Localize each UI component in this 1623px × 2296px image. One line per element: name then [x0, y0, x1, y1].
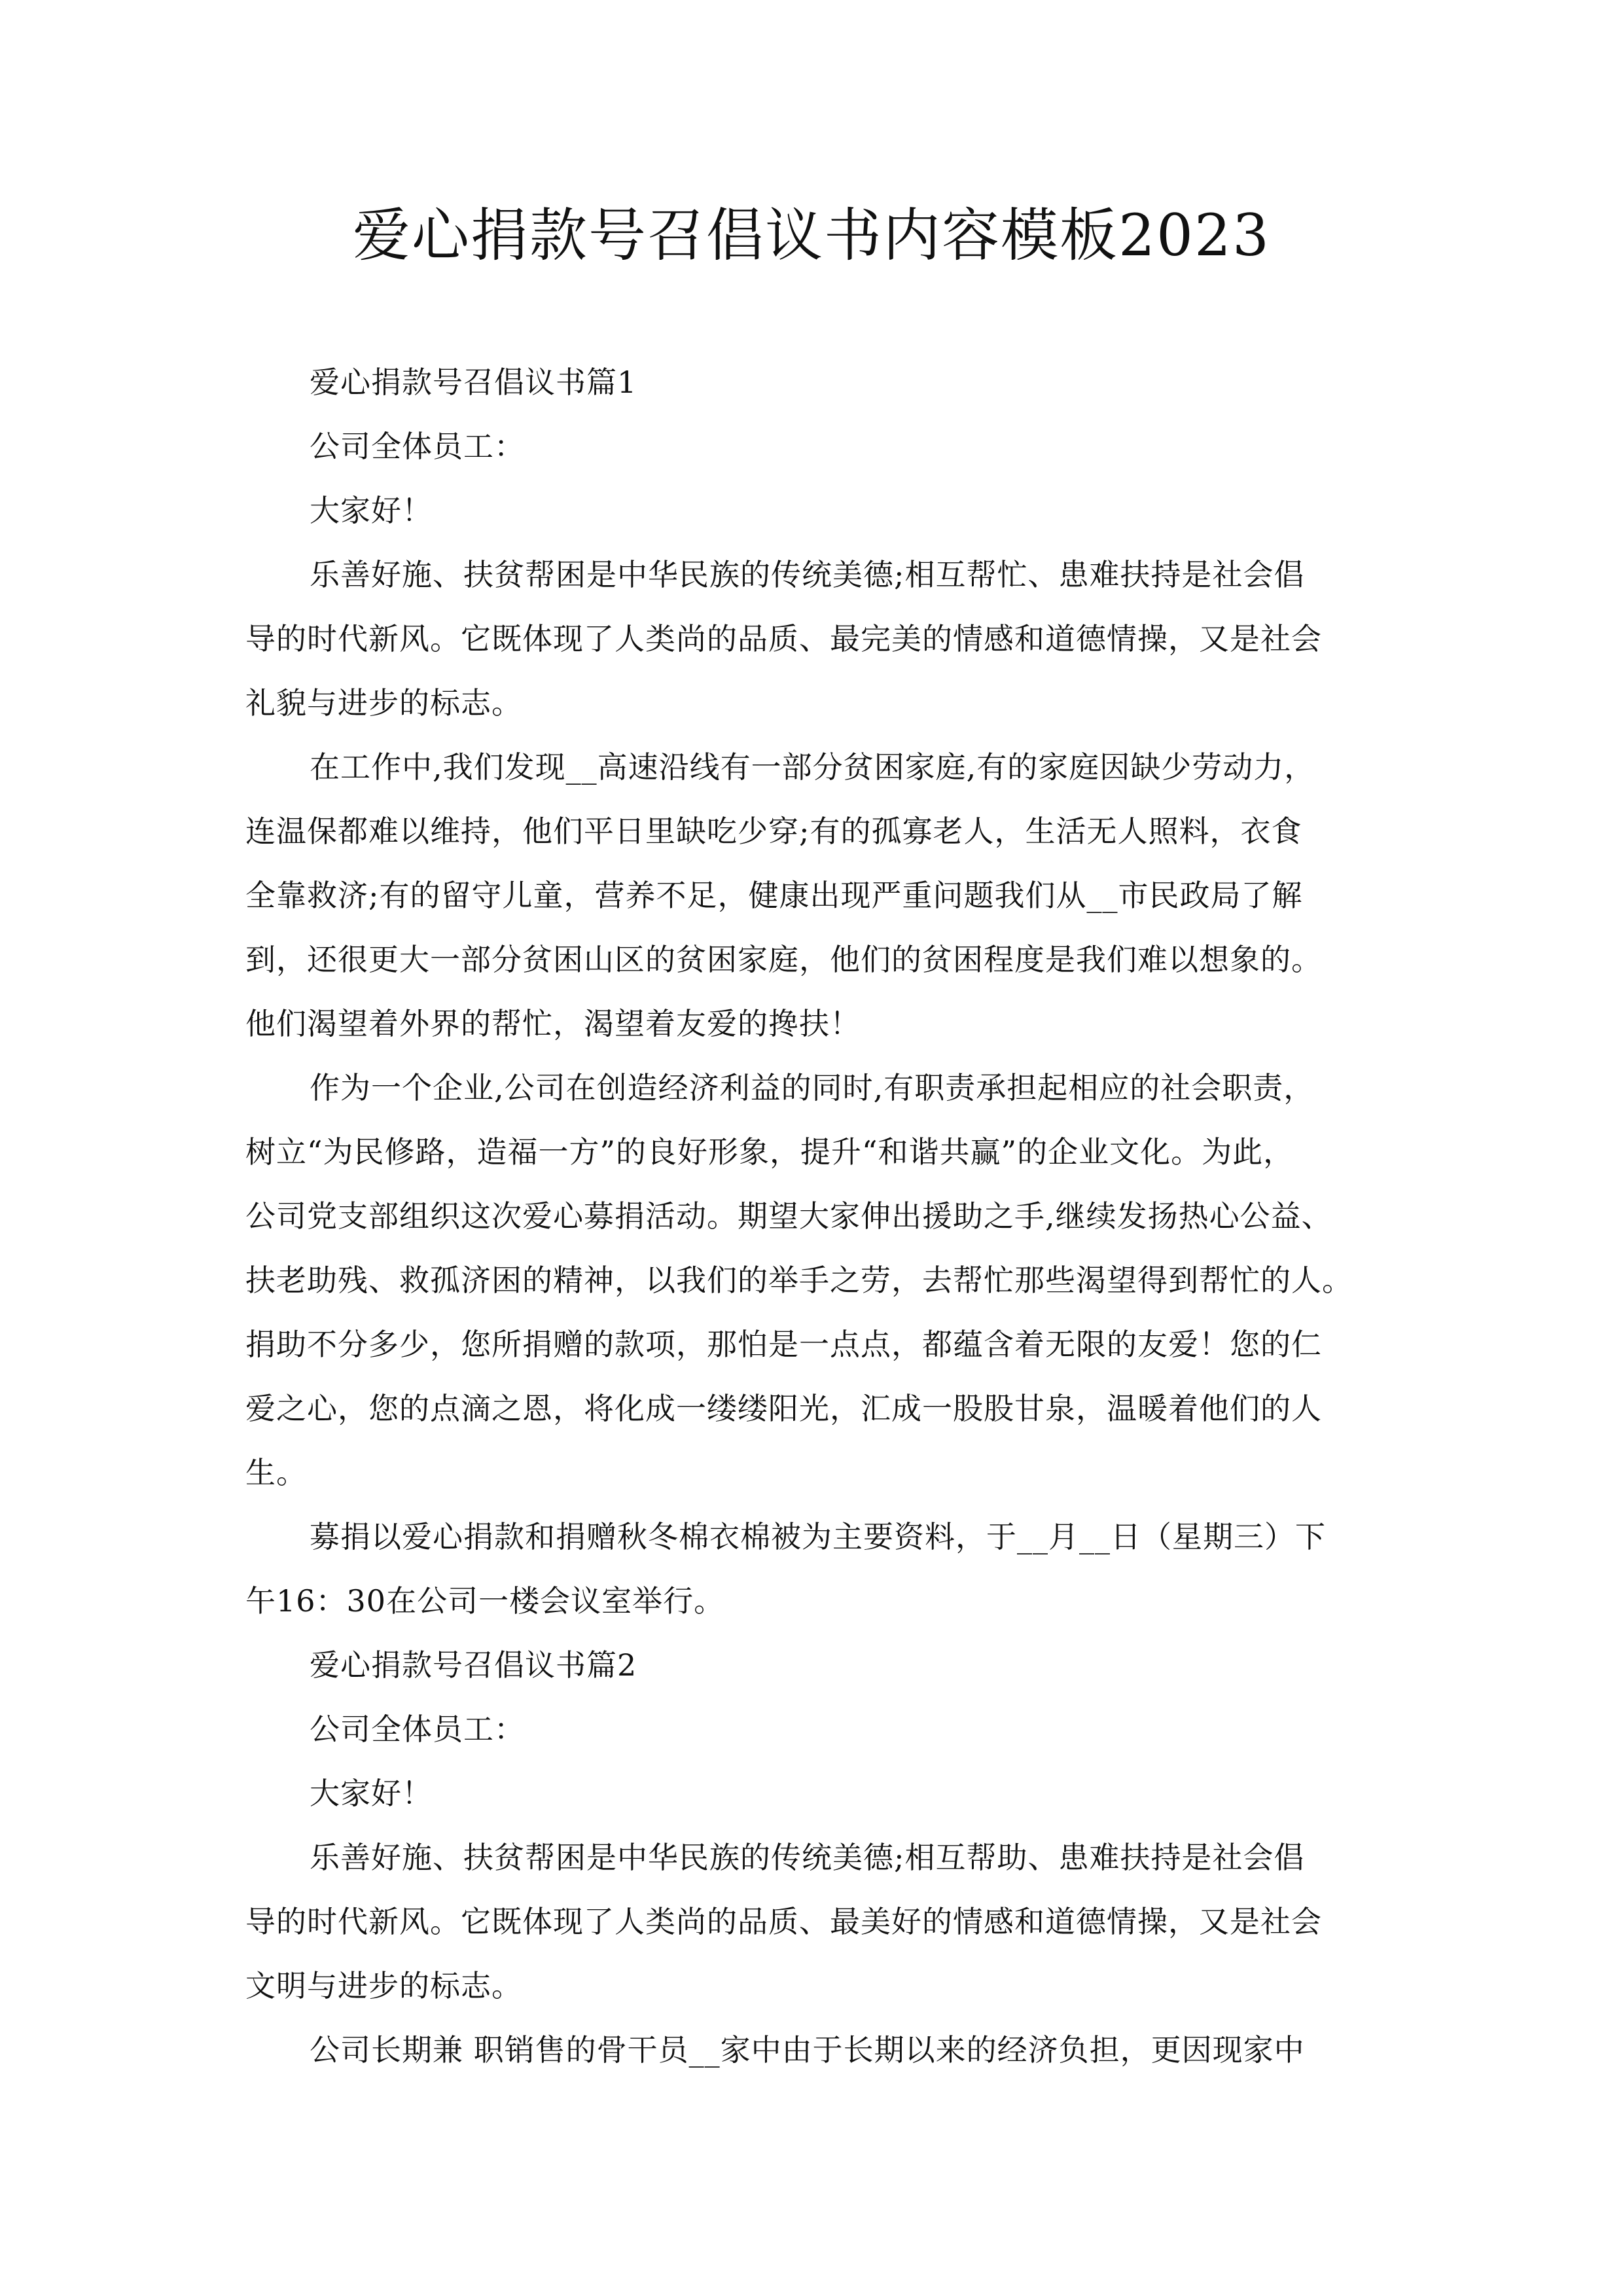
greeting: [245, 478, 1378, 543]
text-line: 募捐以爱心捐款和捐赠秋冬棉衣棉被为主要资料，于__月__日（星期三）下: [310, 1519, 1326, 1554]
document-title: 爱心捐款号召倡议书内容模板2023: [353, 202, 1270, 269]
text-line: 大家好！: [310, 1776, 433, 1811]
text-line: 大家好！: [310, 493, 433, 528]
text-line: 生。: [245, 1455, 307, 1490]
text-line: 公司长期兼 职销售的骨干员__家中由于长期以来的经济负担，更因现家中: [310, 2032, 1305, 2068]
text-line: 爱心捐款号召倡议书篇2: [310, 1647, 637, 1683]
paragraph: [245, 1505, 1378, 1633]
document-body: [245, 350, 1378, 2082]
text-line: 连温保都难以维持，他们平日里缺吃少穿;有的孤寡老人，生活无人照料，衣食: [245, 814, 1302, 849]
text-line: 乐善好施、扶贫帮困是中华民族的传统美德;相互帮助、患难扶持是社会倡: [310, 1840, 1305, 1875]
section-heading-1: [245, 350, 1378, 414]
text-line: 爱心捐款号召倡议书篇1: [310, 365, 637, 400]
paragraph: [245, 735, 1378, 1056]
text-line: 午16：30在公司一楼会议室举行。: [245, 1583, 725, 1619]
text-line: 扶老助残、救孤济困的精神，以我们的举手之劳，去帮忙那些渴望得到帮忙的人。: [245, 1263, 1353, 1298]
paragraph: [245, 1825, 1378, 2018]
greeting: [245, 1761, 1378, 1825]
text-line: 导的时代新风。它既体现了人类尚的品质、最完美的情感和道德情操，又是社会: [245, 621, 1322, 656]
text-line: 树立“为民修路，造福一方”的良好形象，提升“和谐共赢”的企业文化。为此，: [245, 1134, 1294, 1170]
text-line: 公司党支部组织这次爱心募捐活动。期望大家伸出援助之手,继续发扬热心公益、: [245, 1198, 1332, 1234]
text-line: 捐助不分多少，您所捐赠的款项，那怕是一点点，都蕴含着无限的友爱！您的仁: [245, 1327, 1322, 1362]
text-line: 文明与进步的标志。: [245, 1968, 522, 2003]
salutation-recipient: [245, 414, 1378, 478]
paragraph: [245, 2018, 1378, 2082]
salutation-recipient: [245, 1697, 1378, 1761]
text-line: 全靠救济;有的留守儿童，营养不足，健康出现严重问题我们从__市民政局了解: [245, 878, 1303, 913]
text-line: 公司全体员工：: [310, 429, 525, 464]
text-line: 他们渴望着外界的帮忙，渴望着友爱的搀扶！: [245, 1006, 861, 1041]
paragraph: [245, 1056, 1378, 1505]
paragraph: [245, 543, 1378, 735]
text-line: 礼貌与进步的标志。: [245, 685, 522, 721]
section-heading-2: [245, 1633, 1378, 1697]
text-line: 乐善好施、扶贫帮困是中华民族的传统美德;相互帮忙、患难扶持是社会倡: [310, 557, 1305, 592]
text-line: 爱之心，您的点滴之恩，将化成一缕缕阳光，汇成一股股甘泉，温暖着他们的人: [245, 1391, 1322, 1426]
text-line: 导的时代新风。它既体现了人类尚的品质、最美好的情感和道德情操，又是社会: [245, 1904, 1322, 1939]
text-line: 在工作中,我们发现__高速沿线有一部分贫困家庭,有的家庭因缺少劳动力，: [310, 749, 1315, 785]
text-line: 作为一个企业,公司在创造经济利益的同时,有职责承担起相应的社会职责，: [310, 1070, 1315, 1105]
text-line: 公司全体员工：: [310, 1712, 525, 1747]
text-line: 到，还很更大一部分贫困山区的贫困家庭，他们的贫困程度是我们难以想象的。: [245, 942, 1322, 977]
